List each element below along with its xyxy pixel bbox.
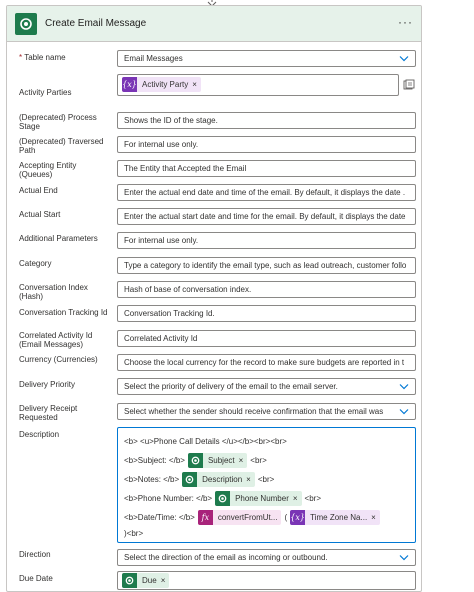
additional-parameters-input[interactable]: For internal use only. [117, 232, 416, 249]
description-line [124, 432, 409, 451]
description-token-label: Description [202, 475, 243, 484]
direction-value: Select the direction of the email as incoming or outbound. [124, 553, 328, 562]
description-line [124, 451, 409, 470]
chevron-down-icon [399, 554, 409, 561]
category-input[interactable]: Type a category to identify the email type, such as lead outreach, customer follo [117, 257, 416, 274]
description-text: <br> [250, 456, 267, 465]
conversation-tracking-label: Conversation Tracking Id [19, 308, 108, 317]
delivery-priority-label: Delivery Priority [19, 380, 76, 389]
remove-token-button[interactable]: × [246, 475, 251, 484]
actual-start-label: Actual Start [19, 210, 61, 219]
conversation-index-label: Conversation Index (Hash) [19, 283, 88, 301]
description-text: <br> [257, 475, 275, 484]
action-header[interactable] [7, 6, 421, 42]
description-text: <b>Notes: </b> [124, 475, 180, 484]
convert-from-utc-token-label: convertFromUt... [217, 513, 278, 522]
remove-token-button[interactable]: × [292, 494, 298, 503]
dataverse-icon [15, 13, 37, 35]
description-line [124, 527, 409, 539]
action-card [6, 5, 422, 592]
remove-token-button[interactable]: × [238, 456, 244, 465]
more-options-button[interactable]: ··· [398, 15, 413, 29]
activity-party-token[interactable] [122, 77, 201, 92]
actual-end-input[interactable]: Enter the actual end date and time of the email. By default, it displays the date . [117, 184, 416, 201]
dataverse-icon [182, 472, 197, 487]
traversed-path-label: (Deprecated) Traversed Path [19, 137, 104, 155]
activity-party-token-label: Activity Party [142, 80, 189, 89]
activity-parties-label: Activity Parties [19, 88, 72, 97]
subject-token-label: Subject [207, 456, 235, 465]
description-text: <b>Date/Time: </b> [124, 513, 195, 522]
description-text: <b>Subject: </b> [124, 456, 185, 465]
process-stage-input[interactable]: Shows the ID of the stage. [117, 112, 416, 129]
phone-number-token-label: Phone Number [235, 494, 289, 503]
variable-icon: {x} [290, 510, 305, 525]
convert-from-utc-token[interactable] [198, 510, 282, 525]
delivery-receipt-label: Delivery Receipt Requested [19, 404, 78, 422]
table-name-label [19, 53, 111, 62]
function-icon: fx [198, 510, 213, 525]
direction-dropdown[interactable] [117, 549, 416, 566]
remove-token-button[interactable]: × [371, 513, 376, 522]
accepting-entity-label: Accepting Entity (Queues) [19, 161, 77, 179]
subject-token[interactable] [188, 453, 247, 468]
description-line [124, 489, 409, 508]
currency-input[interactable]: Choose the local currency for the record to make sure budgets are reported in t [117, 354, 416, 371]
correlated-activity-label: Correlated Activity Id (Email Messages) [19, 331, 93, 349]
description-text: <b> <u>Phone Call Details </u></b><br><br> [124, 437, 287, 446]
time-zone-name-token[interactable] [290, 510, 380, 525]
description-line [124, 470, 409, 489]
chevron-down-icon [399, 55, 409, 62]
currency-label: Currency (Currencies) [19, 355, 98, 364]
accepting-entity-input[interactable]: The Entity that Accepted the Email [117, 160, 416, 177]
description-text: )<br> [124, 528, 144, 538]
due-token[interactable] [122, 573, 169, 588]
traversed-path-input[interactable]: For internal use only. [117, 136, 416, 153]
actual-start-input[interactable]: Enter the actual start date and time for the email. By default, it displays the date [117, 208, 416, 225]
category-label: Category [19, 259, 52, 268]
due-date-input[interactable] [117, 571, 416, 590]
conversation-tracking-input[interactable]: Conversation Tracking Id. [117, 305, 416, 322]
description-text: <b>Phone Number: </b> [124, 494, 213, 503]
description-token[interactable] [182, 472, 255, 487]
actual-end-label: Actual End [19, 186, 58, 195]
table-name-value: Email Messages [124, 54, 183, 63]
due-date-label: Due Date [19, 574, 53, 583]
chevron-down-icon [399, 408, 409, 415]
dataverse-icon [215, 491, 230, 506]
action-title: Create Email Message [45, 18, 147, 29]
correlated-activity-input[interactable]: Correlated Activity Id [117, 330, 416, 347]
time-zone-name-token-label: Time Zone Na... [310, 513, 368, 522]
delivery-receipt-value: Select whether the sender should receive confirmation that the email was [124, 407, 384, 416]
required-mark: * [19, 53, 23, 62]
delivery-priority-dropdown[interactable] [117, 378, 416, 395]
description-text: <br> [304, 494, 322, 503]
switch-input-mode-icon[interactable] [403, 79, 415, 91]
dataverse-icon [188, 453, 203, 468]
conversation-index-input[interactable]: Hash of base of conversation index. [117, 281, 416, 298]
description-editor[interactable] [117, 427, 416, 543]
direction-label: Direction [19, 550, 51, 559]
description-line [124, 508, 409, 527]
delivery-receipt-dropdown[interactable] [117, 403, 416, 420]
remove-token-button[interactable]: × [192, 80, 197, 89]
process-stage-label: (Deprecated) Process Stage [19, 113, 97, 131]
phone-number-token[interactable] [215, 491, 301, 506]
activity-parties-input[interactable] [117, 74, 399, 96]
remove-token-button[interactable]: × [160, 576, 166, 586]
dataverse-icon [122, 573, 137, 588]
due-token-label: Due [142, 576, 157, 586]
table-name-label-text: Table name [24, 53, 66, 62]
chevron-down-icon [399, 383, 409, 390]
description-label: Description [19, 430, 60, 439]
delivery-priority-value: Select the priority of delivery of the email to the email server. [124, 382, 338, 391]
variable-icon: {x} [122, 77, 137, 92]
table-name-dropdown[interactable] [117, 50, 416, 67]
additional-parameters-label: Additional Parameters [19, 234, 98, 243]
description-text: ( [284, 513, 288, 522]
